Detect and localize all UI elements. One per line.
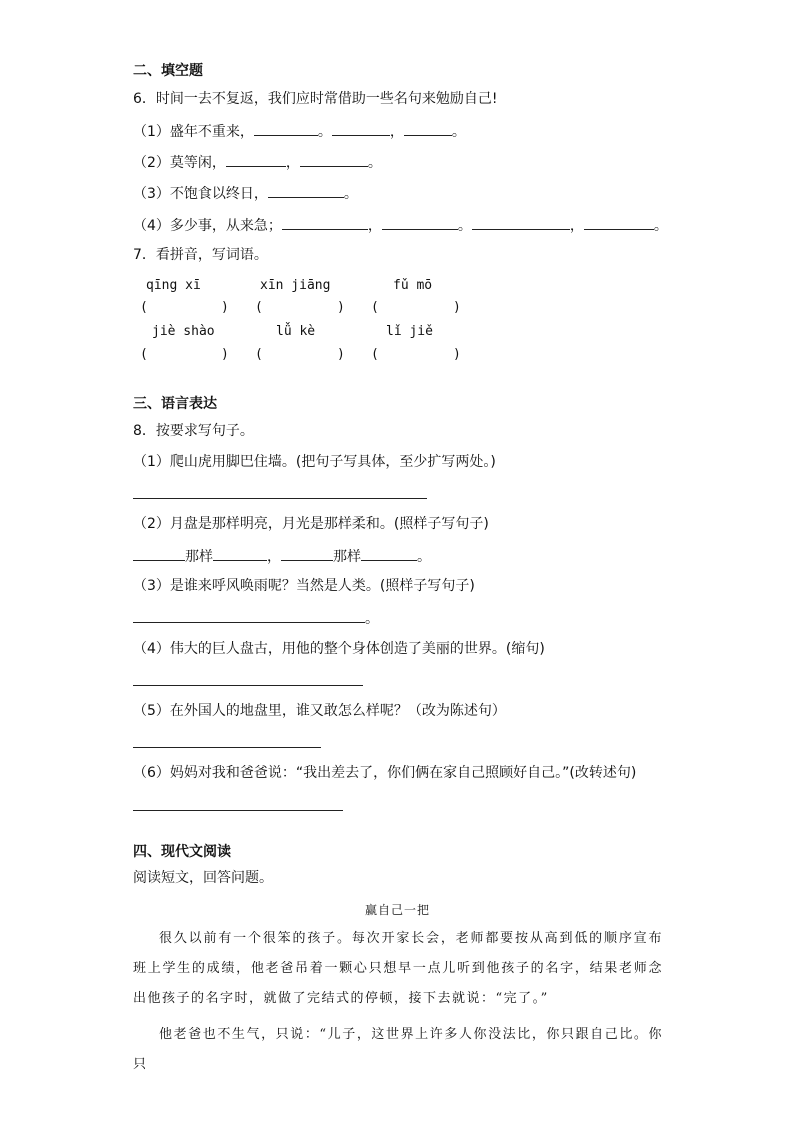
bracket-open: (	[140, 347, 148, 362]
section-title-fill-blank: 二、填空题	[133, 63, 203, 79]
q6-item-2	[133, 152, 382, 172]
answer-blank[interactable]	[133, 546, 185, 561]
section-title-language-expression: 三、语言表达	[133, 396, 217, 412]
answer-blank[interactable]	[226, 152, 286, 167]
answer-blank[interactable]	[300, 152, 368, 167]
punct: ，	[285, 155, 300, 171]
q8-item-2: （2）月盘是那样明亮，月光是那样柔和。(照样子写句子)	[133, 516, 489, 532]
pinyin-3: fǔ mō	[393, 278, 433, 293]
article-paragraph-2: 他老爸也不生气，只说：“儿子，这世界上许多人你没法比，你只跟自己比。你只	[133, 1027, 663, 1072]
punct: ，	[569, 218, 584, 234]
answer-blank[interactable]	[332, 121, 390, 136]
answer-blank[interactable]	[584, 215, 654, 230]
answer-blank[interactable]	[213, 546, 267, 561]
q8-item-4: （4）伟大的巨人盘古，用他的整个身体创造了美丽的世界。(缩句)	[133, 641, 545, 657]
question-7-stem: 7．看拼音，写词语。	[133, 247, 268, 263]
bracket-close: )	[221, 347, 229, 362]
q6-item-4-label: （4）多少事，从来急；	[133, 218, 282, 234]
q8-item-1: （1）爬山虎用脚巴住墙。(把句子写具体，至少扩写两处。)	[133, 454, 496, 470]
bracket-open: (	[371, 300, 379, 315]
article-title: 赢自己一把	[365, 903, 431, 917]
answer-line[interactable]	[133, 810, 343, 811]
punct: 。	[317, 124, 332, 140]
pinyin-4: jiè shào	[152, 324, 215, 339]
answer-blank[interactable]	[268, 183, 344, 198]
bracket-open: (	[255, 300, 263, 315]
bracket-close: )	[221, 300, 229, 315]
answer-blank[interactable]	[404, 121, 452, 136]
q6-item-3-label: （3）不饱食以终日，	[133, 186, 268, 202]
q8-item-2-pattern	[133, 546, 431, 566]
pinyin-2: xīn jiāng	[260, 278, 331, 293]
section-title-reading: 四、现代文阅读	[133, 844, 231, 860]
answer-blank[interactable]	[472, 215, 570, 230]
answer-blank[interactable]	[361, 546, 417, 561]
q8-item-3-answer	[133, 608, 379, 628]
reading-instruction: 阅读短文，回答问题。	[133, 870, 273, 886]
punct: 。	[653, 218, 668, 234]
answer-blank[interactable]	[133, 608, 365, 623]
q6-item-3	[133, 183, 358, 203]
answer-blank[interactable]	[254, 121, 318, 136]
answer-line[interactable]	[133, 747, 321, 748]
pinyin-5: lǚ kè	[276, 324, 316, 339]
bracket-open: (	[255, 347, 263, 362]
answer-blank[interactable]	[382, 215, 458, 230]
q6-item-4	[133, 215, 668, 235]
bracket-open: (	[140, 300, 148, 315]
answer-line[interactable]	[133, 498, 427, 499]
punct: 。	[451, 124, 466, 140]
pattern-word: 那样	[185, 549, 213, 565]
bracket-close: )	[453, 347, 461, 362]
pattern-word: 那样	[333, 549, 361, 565]
answer-blank[interactable]	[281, 546, 333, 561]
article-paragraph-1: 很久以前有一个很笨的孩子。每次开家长会，老师都要按从高到低的顺序宣布班上学生的成绩，他老爸吊着一颗心只想早一点儿听到他孩子的名字，结果老师念出他孩子的名字时，就做了完结式的停顿，接下去就说：“完了。”	[133, 931, 663, 1006]
punct: ，	[389, 124, 404, 140]
punct: 。	[417, 549, 431, 565]
question-6-stem: 6．时间一去不复返，我们应时常借助一些名句来勉励自己!	[133, 91, 498, 107]
bracket-close: )	[453, 300, 461, 315]
punct: ，	[367, 218, 382, 234]
q6-item-2-label: （2）莫等闲，	[133, 155, 226, 171]
punct: 。	[367, 155, 382, 171]
punct: ，	[267, 549, 281, 565]
answer-line[interactable]	[133, 685, 363, 686]
q8-item-6: （6）妈妈对我和爸爸说：“我出差去了，你们俩在家自己照顾好自己。”(改转述句)	[133, 765, 637, 781]
q6-item-1	[133, 121, 466, 141]
bracket-close: )	[337, 347, 345, 362]
q6-item-1-label: （1）盛年不重来，	[133, 124, 254, 140]
punct: 。	[457, 218, 472, 234]
answer-blank[interactable]	[282, 215, 368, 230]
pinyin-1: qīng xī	[146, 278, 201, 293]
punct: 。	[343, 186, 358, 202]
pinyin-6: lǐ jiě	[386, 324, 433, 339]
bracket-close: )	[337, 300, 345, 315]
bracket-open: (	[371, 347, 379, 362]
q8-item-5: （5）在外国人的地盘里，谁又敢怎么样呢？（改为陈述句）	[133, 703, 506, 719]
punct: 。	[365, 611, 379, 627]
question-8-stem: 8．按要求写句子。	[133, 423, 254, 439]
q8-item-3: （3）是谁来呼风唤雨呢？当然是人类。(照样子写句子)	[133, 578, 475, 594]
